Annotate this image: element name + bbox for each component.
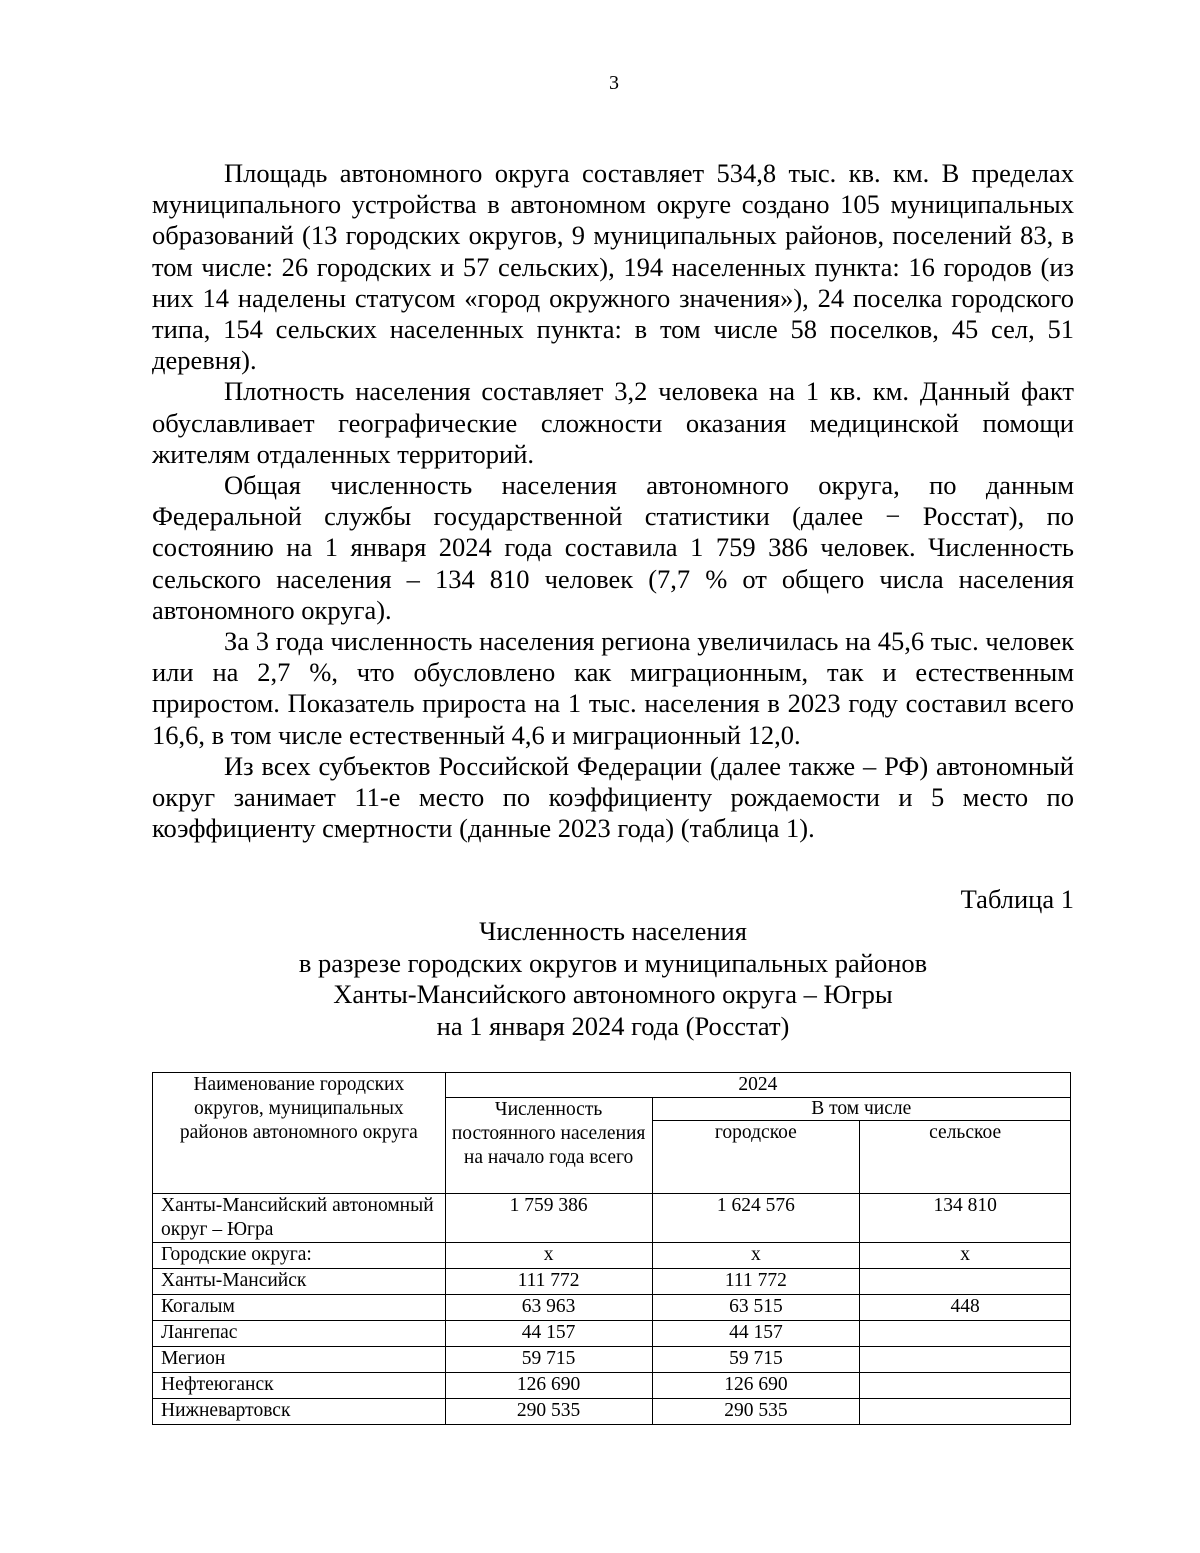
page-number: 3 bbox=[609, 72, 619, 94]
row-rural bbox=[860, 1373, 1071, 1399]
row-rural bbox=[860, 1399, 1071, 1425]
row-name: Ханты-Мансийский автономный округ – Югра bbox=[153, 1194, 446, 1243]
row-name: Нижневартовск bbox=[153, 1399, 446, 1425]
row-total: 126 690 bbox=[445, 1373, 652, 1399]
row-total: 44 157 bbox=[445, 1321, 652, 1347]
header-rural: сельское bbox=[860, 1121, 1071, 1194]
table-row bbox=[153, 1194, 1071, 1243]
table-row bbox=[153, 1347, 1071, 1373]
row-rural: 134 810 bbox=[860, 1194, 1071, 1243]
header-year: 2024 bbox=[445, 1073, 1070, 1098]
row-urban: 44 157 bbox=[652, 1321, 860, 1347]
row-rural bbox=[860, 1347, 1071, 1373]
paragraph-growth: За 3 года численность населения региона увеличилась на 45,6 тыс. человек или на 2,7 %, что обусловлено как миграционным, так и естественным приростом. Показатель прироста на 1 тыс. населения в 2023 году составил всего 16,6, в том числе естественный 4,6 и миграционный 12,0. bbox=[152, 626, 1074, 750]
table-row bbox=[153, 1373, 1071, 1399]
row-name: Нефтеюганск bbox=[153, 1373, 446, 1399]
row-name: Лангепас bbox=[153, 1321, 446, 1347]
table-title bbox=[152, 916, 1074, 1042]
row-urban: 111 772 bbox=[652, 1269, 860, 1295]
table-label: Таблица 1 bbox=[960, 884, 1074, 914]
row-rural: 448 bbox=[860, 1295, 1071, 1321]
row-urban: 1 624 576 bbox=[652, 1194, 860, 1243]
header-name: Наименование городских округов, муниципальных районов автономного округа bbox=[153, 1073, 446, 1194]
header-including: В том числе bbox=[652, 1098, 1071, 1121]
row-name: Ханты-Мансийск bbox=[153, 1269, 446, 1295]
row-total: 111 772 bbox=[445, 1269, 652, 1295]
table-row bbox=[153, 1295, 1071, 1321]
header-total: Численность постоянного населения на начало года всего bbox=[445, 1098, 652, 1194]
table-row bbox=[153, 1243, 1071, 1269]
table-title-line: Ханты-Мансийского автономного округа – Югры bbox=[333, 979, 893, 1009]
table-row bbox=[153, 1399, 1071, 1425]
row-urban: х bbox=[652, 1243, 860, 1269]
row-urban: 59 715 bbox=[652, 1347, 860, 1373]
header-urban: городское bbox=[652, 1121, 860, 1194]
table-row bbox=[153, 1321, 1071, 1347]
row-total: 290 535 bbox=[445, 1399, 652, 1425]
row-total: 1 759 386 bbox=[445, 1194, 652, 1243]
row-name: Когалым bbox=[153, 1295, 446, 1321]
table-title-line: на 1 января 2024 года (Росстат) bbox=[436, 1010, 790, 1041]
row-rural bbox=[860, 1321, 1071, 1347]
table-title-line: Численность населения bbox=[479, 916, 747, 946]
row-name: Городские округа: bbox=[153, 1243, 446, 1269]
paragraph-population: Общая численность населения автономного округа, по данным Федеральной службы государственной статистики (далее − Росстат), по состоянию на 1 января 2024 года составила 1 759 386 человек. Численность сельского населения – 134 810 человек (7,7 % от общего числа населения автономного округа). bbox=[152, 470, 1074, 625]
row-rural bbox=[860, 1269, 1071, 1295]
body-text bbox=[152, 158, 1074, 844]
table-title-line: в разрезе городских округов и муниципальных районов bbox=[298, 947, 928, 978]
row-urban: 290 535 bbox=[652, 1399, 860, 1425]
row-total: 63 963 bbox=[445, 1295, 652, 1321]
row-urban: 63 515 bbox=[652, 1295, 860, 1321]
row-name: Мегион bbox=[153, 1347, 446, 1373]
paragraph-area: Площадь автономного округа составляет 534,8 тыс. кв. км. В пределах муниципального устройства в автономном округе создано 105 муниципальных образований (13 городских округов, 9 муниципальных районов, поселений 83, в том числе: 26 городских и 57 сельских), 194 населенных пункта: 16 городов (из них 14 наделены статусом «город окружного значения»), 24 поселка городского типа, 154 сельских населенных пункта: в том числе 58 поселков, 45 сел, 51 деревня). bbox=[152, 158, 1074, 376]
table-row bbox=[153, 1269, 1071, 1295]
row-total: х bbox=[445, 1243, 652, 1269]
paragraph-ranking: Из всех субъектов Российской Федерации (далее также – РФ) автономный округ занимает 11-е место по коэффициенту рождаемости и 5 место по коэффициенту смертности (данные 2023 года) (таблица 1). bbox=[152, 750, 1074, 844]
row-total: 59 715 bbox=[445, 1347, 652, 1373]
paragraph-density: Плотность населения составляет 3,2 человека на 1 кв. км. Данный факт обуславливает географические сложности оказания медицинской помощи жителям отдаленных территорий. bbox=[152, 376, 1074, 469]
row-rural: х bbox=[860, 1243, 1071, 1269]
population-table bbox=[152, 1072, 1071, 1425]
row-urban: 126 690 bbox=[652, 1373, 860, 1399]
